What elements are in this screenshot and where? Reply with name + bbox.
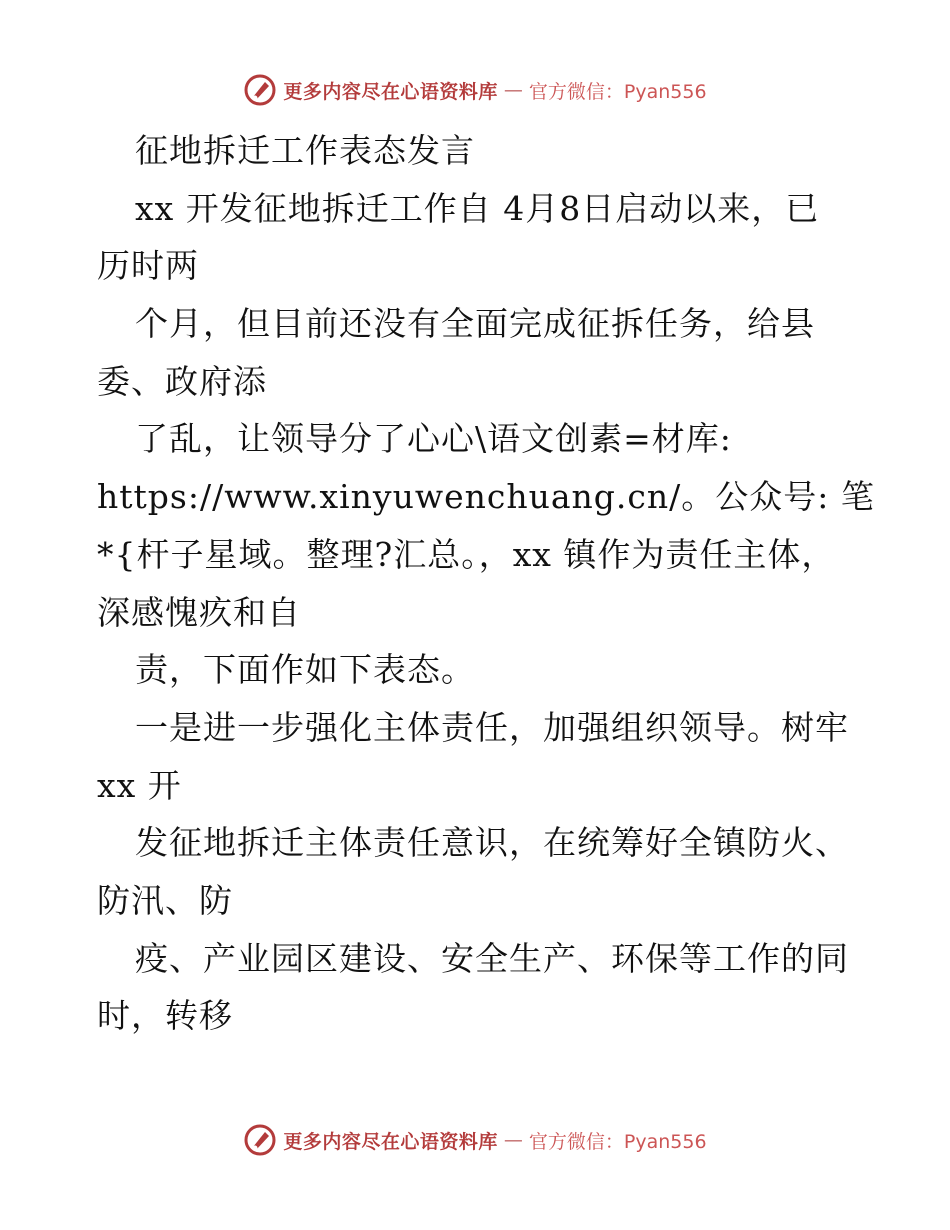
text-line: 一是进一步强化主体责任，加强组织领导。树牢 [135,707,849,747]
pen-nib-logo-icon [243,1123,277,1157]
banner-contact: 官方微信：Pyan556 [528,1130,707,1153]
text-line: https://www.xinyuwenchuang.cn/。公众号: 笔 [97,477,875,517]
header-banner [0,72,950,108]
banner-title: 更多内容尽在心语资料库 [283,1130,498,1153]
text-line: xx 开 [97,765,182,805]
text-line: *{杆子星域。整理?汇总。，xx 镇作为责任主体， [97,534,836,574]
footer-banner [0,1122,950,1158]
text-line: 防汛、防 [97,880,233,920]
text-line: 征地拆迁工作表态发言 [135,131,475,170]
banner-contact: 官方微信：Pyan556 [528,80,707,103]
text-line: 个月，但目前还没有全面完成征拆任务，给县 [135,304,815,344]
pen-nib-logo-icon [243,73,277,107]
banner-separator: — [503,1129,523,1151]
text-line: 深感愧疚和自 [97,592,301,632]
text-line: xx 开发征地拆迁工作自 4月8日启动以来，已 [135,188,820,228]
document-body [97,122,877,1045]
text-line: 责，下面作如下表态。 [135,650,475,690]
text-line: 时，转移 [97,996,233,1036]
text-line: 疫、产业园区建设、安全生产、环保等工作的同 [135,938,849,978]
text-line: 委、政府添 [97,361,267,401]
text-line: 发征地拆迁主体责任意识，在统筹好全镇防火、 [135,823,849,863]
banner-title: 更多内容尽在心语资料库 [283,80,498,103]
text-line: 了乱，让领导分了心心\语文创素=材库: [135,419,732,459]
text-line: 历时两 [97,246,199,286]
banner-separator: — [503,79,523,101]
